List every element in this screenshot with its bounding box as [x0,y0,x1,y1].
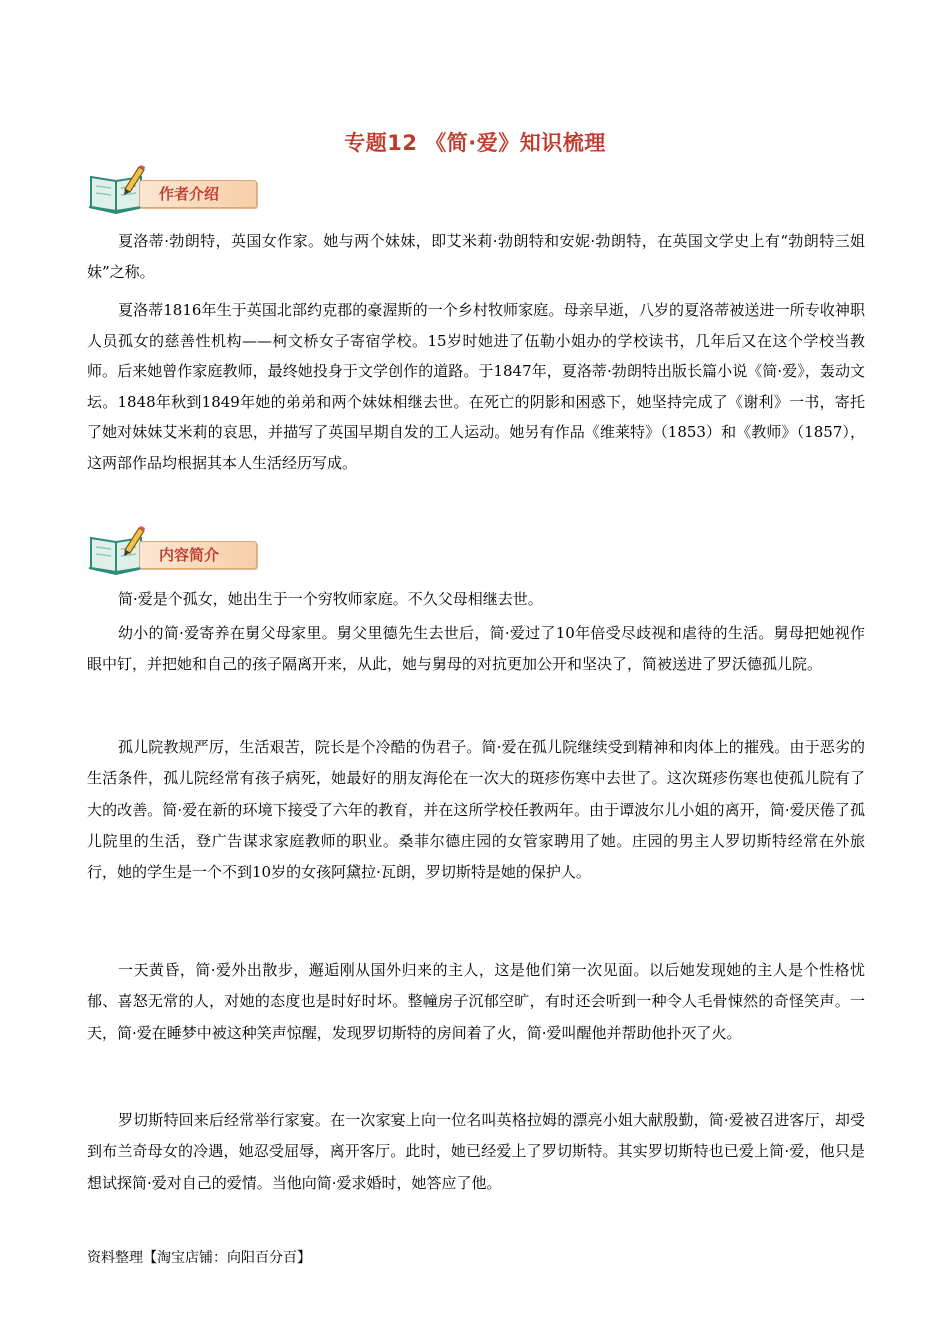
footer-source: 资料整理【淘宝店铺：向阳百分百】 [87,1250,311,1266]
paragraph: 罗切斯特回来后经常举行家宴。在一次家宴上向一位名叫英格拉姆的漂亮小姐大献殷勤，简·爱被召进客厅，却受到布兰奇母女的冷遇，她忍受屈辱，离开客厅。此时，她已经爱上了罗切斯特。其实罗切斯特也已爱上简·爱，他只是想试探简·爱对自己的爱情。当他向简·爱求婚时，她答应了他。 [87,1111,865,1192]
section-header-label: 内容简介 [159,546,220,564]
paragraph: 简·爱是个孤女，她出生于一个穷牧师家庭。不久父母相继去世。 [118,590,543,608]
section-header-content [87,524,257,576]
paragraph: 一天黄昏，简·爱外出散步，邂逅刚从国外归来的主人，这是他们第一次见面。以后她发现她的主人是个性格忧郁、喜怒无常的人，对她的态度也是时好时坏。整幢房子沉郁空旷，有时还会听到一种令人毛骨悚然的奇怪笑声。一天，简·爱在睡梦中被这种笑声惊醒，发现罗切斯特的房间着了火，简·爱叫醒他并帮助他扑灭了火。 [87,961,865,1042]
section-header-author [87,163,257,215]
section-header-label: 作者介绍 [159,185,220,203]
paragraph: 夏洛蒂1816年生于英国北部约克郡的豪渥斯的一个乡村牧师家庭。母亲早逝，八岁的夏洛蒂被送进一所专收神职人员孤女的慈善性机构——柯文桥女子寄宿学校。15岁时她进了伍勒小姐办的学校读书，几年后又在这个学校当教师。后来她曾作家庭教师，最终她投身于文学创作的道路。于1847年，夏洛蒂·勃朗特出版长篇小说《简·爱》，轰动文坛。1848年秋到1849年她的弟弟和两个妹妹相继去世。在死亡的阴影和困惑下，她坚持完成了《谢利》一书，寄托了她对妹妹艾米莉的哀思，并描写了英国早期自发的工人运动。她另有作品《维莱特》（1853）和《教师》（1857），这两部作品均根据其本人生活经历写成。 [87,301,865,472]
paragraph: 幼小的简·爱寄养在舅父母家里。舅父里德先生去世后，简·爱过了10年倍受尽歧视和虐待的生活。舅母把她视作眼中钉，并把她和自己的孩子隔离开来，从此，她与舅母的对抗更加公开和坚决了，简被送进了罗沃德孤儿院。 [87,624,865,674]
paragraph: 孤儿院教规严厉，生活艰苦，院长是个冷酷的伪君子。简·爱在孤儿院继续受到精神和肉体上的摧残。由于恶劣的生活条件，孤儿院经常有孩子病死，她最好的朋友海伦在一次大的斑疹伤寒中去世了。这次斑疹伤寒也使孤儿院有了大的改善。简·爱在新的环境下接受了六年的教育，并在这所学校任教两年。由于谭波尔儿小姐的离开，简·爱厌倦了孤儿院里的生活，登广告谋求家庭教师的职业。桑菲尔德庄园的女管家聘用了她。庄园的男主人罗切斯特经常在外旅行，她的学生是一个不到10岁的女孩阿黛拉·瓦朗，罗切斯特是她的保护人。 [87,738,865,882]
page-title: 专题12 《简·爱》知识梳理 [344,131,606,155]
paragraph: 夏洛蒂·勃朗特，英国女作家。她与两个妹妹，即艾米莉·勃朗特和安妮·勃朗特，在英国文学史上有“勃朗特三姐妹”之称。 [87,232,865,281]
